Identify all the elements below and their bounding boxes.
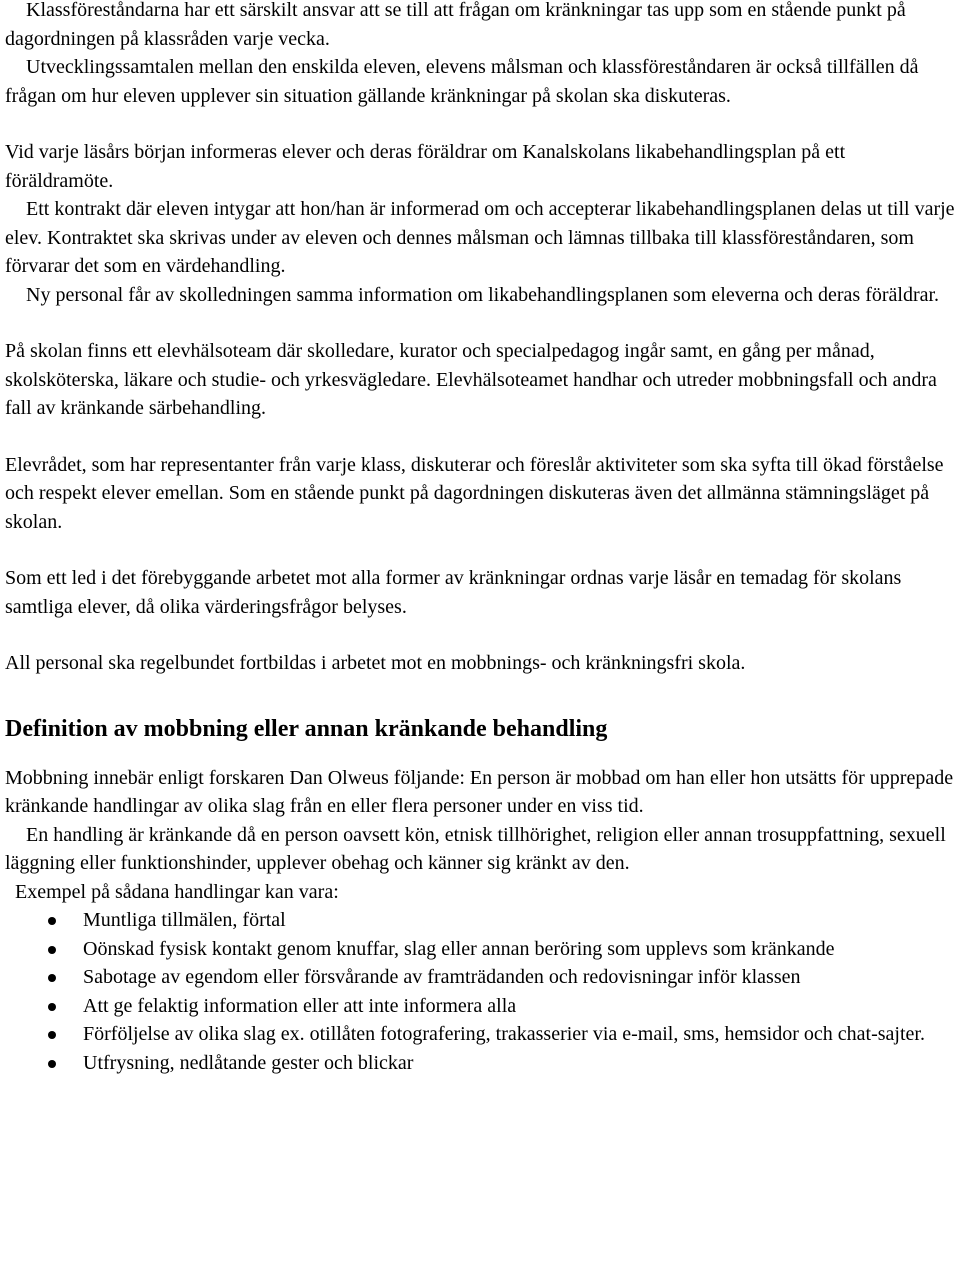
list-item-text: Sabotage av egendom eller försvårande av framträdanden och redovisningar inför klassen — [83, 966, 801, 988]
paragraph-class-teachers: Klassföreståndarna har ett särskilt ansvar att se till att frågan om kränkningar tas upp som en stående punkt på dagordningen på klassråden varje vecka. — [5, 0, 906, 50]
paragraph-staff-training: All personal ska regelbundet fortbildas i arbetet mot en mobbnings- och kränkningsfri skola. — [5, 652, 746, 674]
paragraph-school-year-start: Vid varje läsårs början informeras elever och deras föräldrar om Kanalskolans likabehandlingsplan på ett föräldramöte. — [5, 141, 846, 192]
paragraph-development-talks: Utvecklingssamtalen mellan den enskilda eleven, elevens målsman och klassföreståndaren är också tillfällen då frågan om hur eleven upplever sin situation gällande kränkningar på skolan ska diskuteras. — [5, 56, 919, 107]
list-item — [5, 992, 955, 1021]
spacer — [5, 110, 955, 138]
paragraph-offensive-act: En handling är kränkande då en person oavsett kön, etnisk tillhörighet, religion eller annan trosuppfattning, sexuell läggning eller funktionshinder, upplever obehag och känner sig kränkt av den. — [5, 823, 946, 874]
list-item-text: Förföljelse av olika slag ex. otillåten fotografering, trakasserier via e-mail, sms, hemsidor och chat-sajter. — [83, 1023, 925, 1045]
paragraph-new-staff: Ny personal får av skolledningen samma information om likabehandlingsplanen som eleverna och deras föräldrar. — [26, 283, 940, 306]
spacer — [5, 536, 955, 564]
bullet-icon — [48, 1031, 56, 1039]
examples-list — [5, 906, 955, 1077]
list-item-text: Att ge felaktig information eller att inte informera alla — [83, 994, 517, 1017]
list-item — [5, 1020, 955, 1049]
paragraph-contract: Ett kontrakt där eleven intygar att hon/han är informerad om och accepterar likabehandlingsplanen delas ut till varje elev. Kontraktet ska skrivas under av eleven och dennes målsman och lämnas tillbaka till klassföreståndaren, som förvarar det som en värdehandling. — [5, 198, 955, 277]
section-heading-definition: Definition av mobbning eller annan kränkande behandling — [5, 715, 608, 742]
list-item — [5, 1049, 955, 1078]
examples-intro: Exempel på sådana handlingar kan vara: — [15, 880, 339, 903]
spacer — [5, 678, 955, 706]
list-item-text: Oönskad fysisk kontakt genom knuffar, slag eller annan beröring som upplevs som kränkande — [83, 937, 835, 960]
list-item — [5, 906, 955, 935]
spacer — [5, 423, 955, 451]
list-item-text: Utfrysning, nedlåtande gester och blickar — [83, 1051, 414, 1074]
list-item-text: Muntliga tillmälen, förtal — [83, 909, 286, 931]
document-page — [5, 0, 955, 1077]
spacer — [5, 621, 955, 649]
bullet-icon — [48, 974, 56, 982]
list-item — [5, 963, 955, 992]
bullet-icon — [48, 917, 56, 925]
bullet-icon — [48, 946, 56, 954]
paragraph-bullying-definition: Mobbning innebär enligt forskaren Dan Olweus följande: En person är mobbad om han eller hon utsätts för upprepade kränkande handlingar av olika slag från en eller flera personer under en viss tid. — [5, 766, 954, 817]
paragraph-health-team: På skolan finns ett elevhälsoteam där skolledare, kurator och specialpedagog ingår samt, en gång per månad, skolsköterska, läkare och studie- och yrkesvägledare. Elevhälsoteamet handhar och utreder mobbningsfall och andra fall av kränkande särbehandling. — [5, 340, 937, 419]
list-item — [5, 935, 955, 964]
paragraph-theme-day: Som ett led i det förebyggande arbetet mot alla former av kränkningar ordnas varje läsår en temadag för skolans samtliga elever, då olika värderingsfrågor belyses. — [5, 567, 902, 618]
paragraph-student-council: Elevrådet, som har representanter från varje klass, diskuterar och föreslår aktiviteter som ska syfta till ökad förståelse och respekt elever emellan. Som en stående punkt på dagordningen diskuteras även det allmänna stämningsläget på skolan. — [5, 453, 944, 533]
bullet-icon — [48, 1003, 56, 1011]
spacer — [5, 309, 955, 337]
bullet-icon — [48, 1060, 56, 1068]
